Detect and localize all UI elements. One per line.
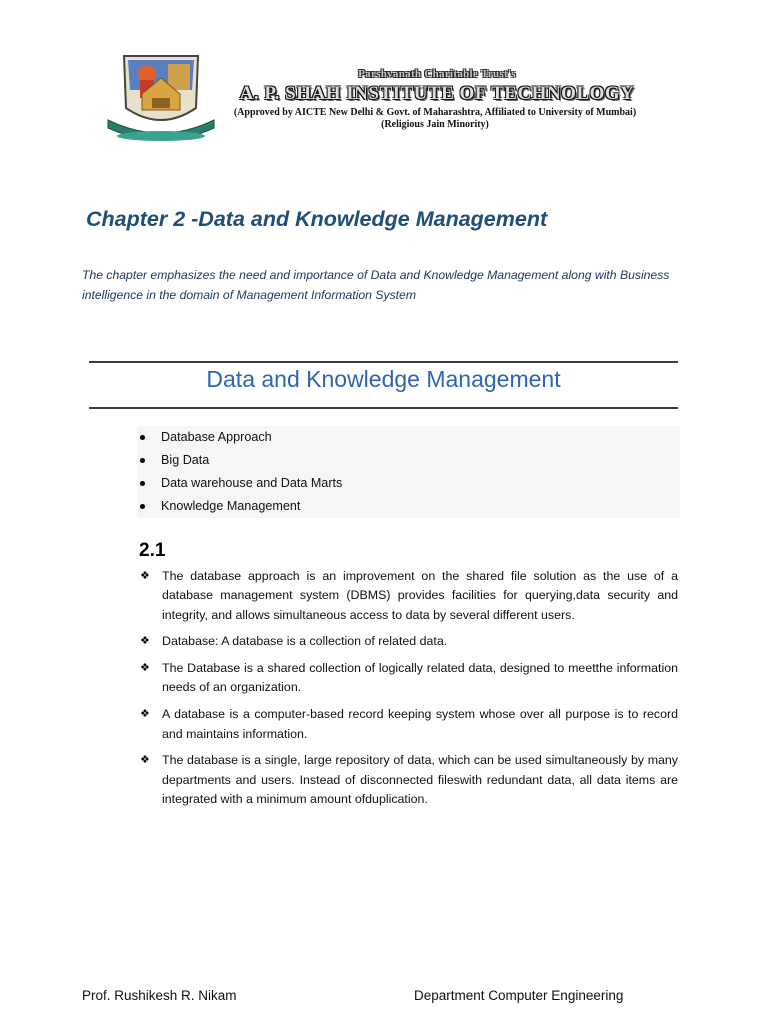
point-list xyxy=(140,567,678,817)
diamond-bullet-icon: ❖ xyxy=(140,662,150,675)
bottom-rule xyxy=(89,407,678,409)
list-item xyxy=(140,632,678,651)
point-text: The database is a single, large repository of data, which can be used simultaneously by many departments and users. Instead of disconnected fileswith redundant data, all data items are integrated with a minimum amount ofduplication. xyxy=(162,753,678,806)
approval-text: (Approved by AICTE New Delhi & Govt. of Maharashtra, Affiliated to University of Mumbai) xyxy=(233,107,637,118)
list-item xyxy=(140,705,678,744)
point-text: The Database is a shared collection of logically related data, designed to meetthe information needs of an organization. xyxy=(162,661,678,695)
top-rule xyxy=(89,361,678,363)
chapter-intro: The chapter emphasizes the need and importance of Data and Knowledge Management along with Business intelligence in the domain of Management Information System xyxy=(82,268,670,302)
footer-department: Department Computer Engineering xyxy=(414,988,624,1003)
topic-label: Knowledge Management xyxy=(161,499,301,513)
list-item xyxy=(137,472,680,495)
minority-text: (Religious Jain Minority) xyxy=(381,119,489,130)
diamond-bullet-icon: ❖ xyxy=(140,570,150,582)
chapter-title: Chapter 2 -Data and Knowledge Management xyxy=(86,207,548,231)
bullet-icon xyxy=(140,504,145,509)
list-item xyxy=(140,659,678,698)
diamond-bullet-icon: ❖ xyxy=(140,754,150,767)
section-title: Data and Knowledge Management xyxy=(206,366,561,392)
point-text: The database approach is an improvement on the shared file solution as the use of a database management system (DBMS) provides facilities for querying,data security and integrity, and allows simultaneous access to data by several different users. xyxy=(162,569,678,622)
topic-label: Database Approach xyxy=(161,430,272,444)
list-item xyxy=(137,495,680,518)
bullet-icon xyxy=(140,481,145,486)
list-item xyxy=(137,426,680,449)
institute-name: A. P. SHAH INSTITUTE OF TECHNOLOGY xyxy=(239,83,635,104)
list-item xyxy=(140,751,678,809)
topic-label: Data warehouse and Data Marts xyxy=(161,476,343,490)
diamond-bullet-icon: ❖ xyxy=(140,635,150,648)
list-item xyxy=(137,449,680,472)
list-item xyxy=(140,567,678,625)
bullet-icon xyxy=(140,458,145,463)
topic-label: Big Data xyxy=(161,453,210,467)
topic-list xyxy=(137,426,680,518)
trust-name: Parshvanath Charitable Trust's xyxy=(358,68,516,80)
bullet-icon xyxy=(140,435,145,440)
point-text: Database: A database is a collection of related data. xyxy=(162,634,448,649)
point-text: A database is a computer-based record keeping system whose over all purpose is to record and maintains information. xyxy=(162,707,678,741)
footer-author: Prof. Rushikesh R. Nikam xyxy=(82,988,237,1003)
diamond-bullet-icon: ❖ xyxy=(140,708,150,721)
subsection-number: 2.1 xyxy=(139,540,166,561)
